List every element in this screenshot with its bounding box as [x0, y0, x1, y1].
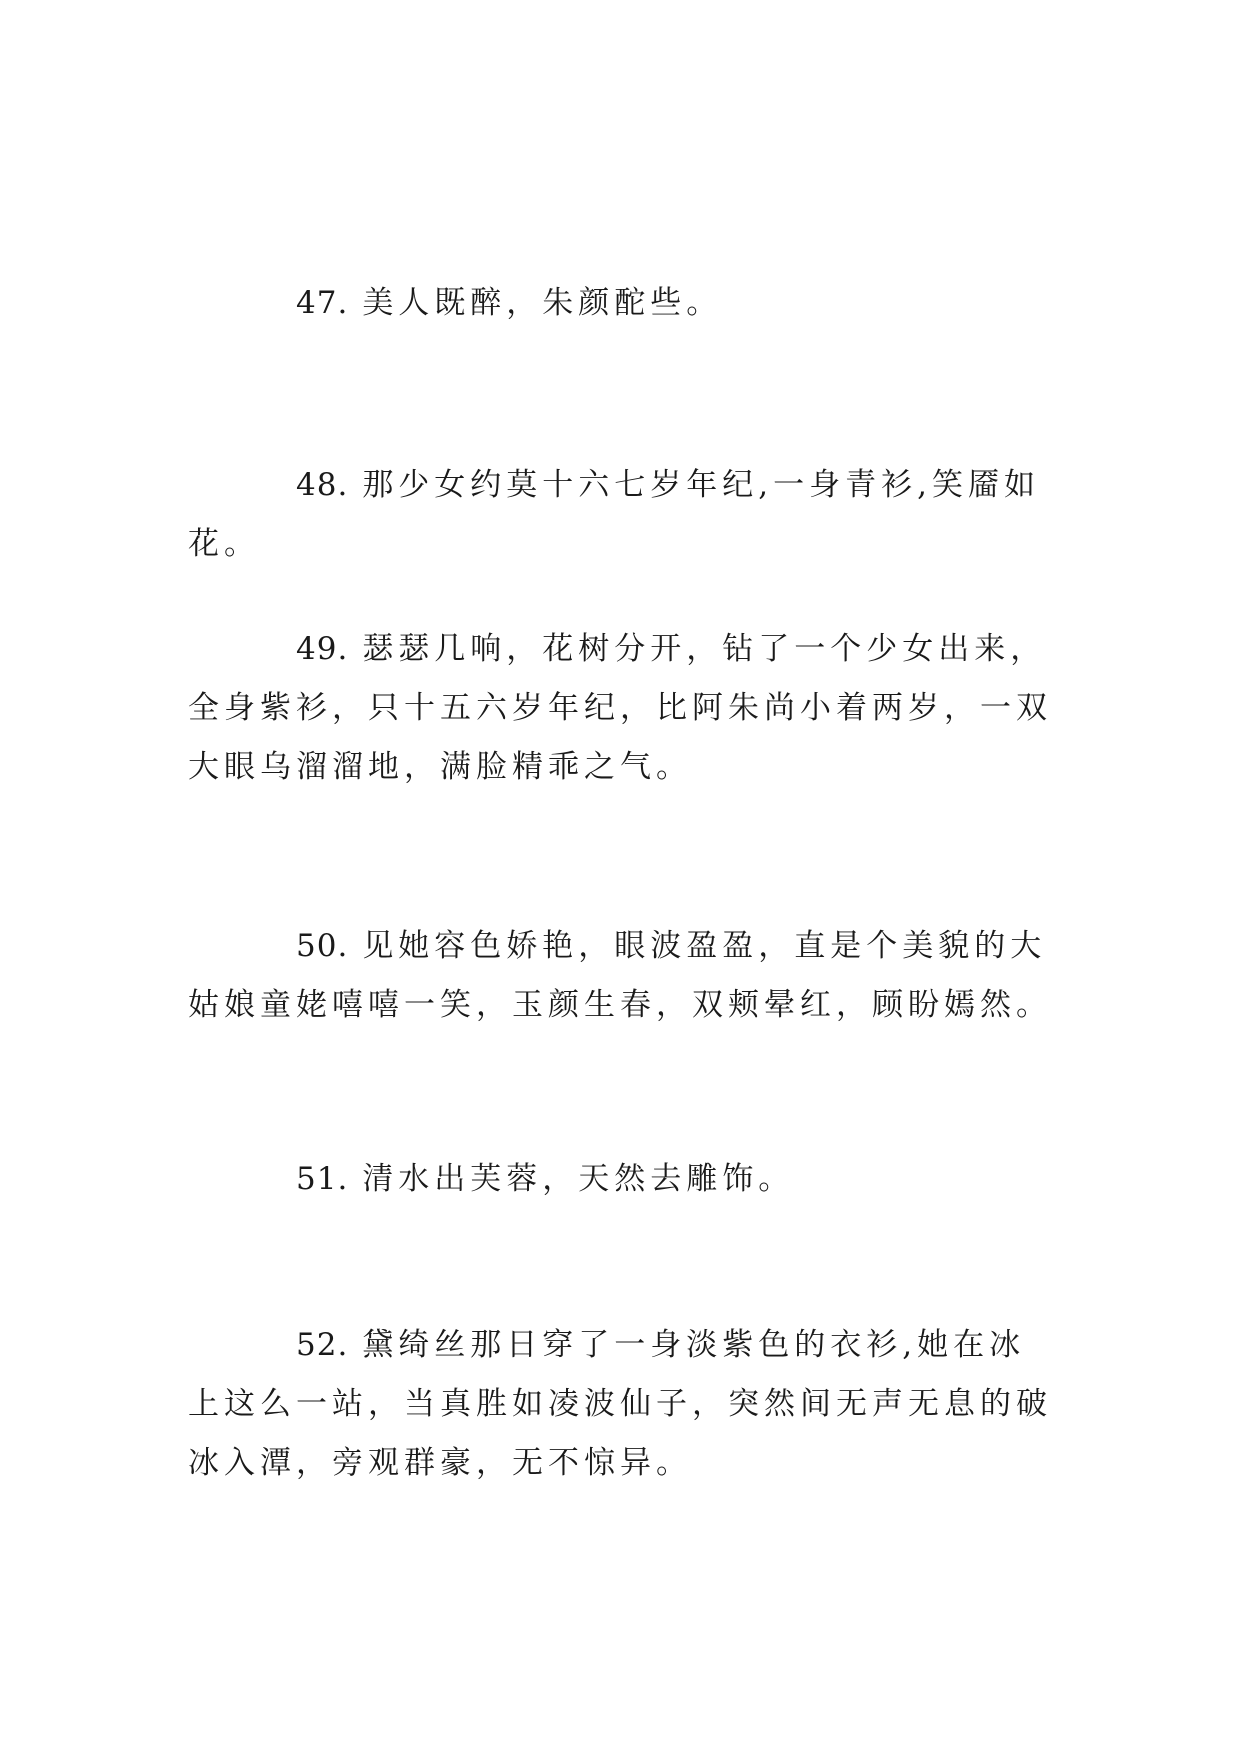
paragraph-text: 黛绮丝那日穿了一身淡紫色的衣衫,她在冰上这么一站，当真胜如凌波仙子，突然间无声无息的破冰入潭，旁观群豪，无不惊异。 — [188, 1327, 1052, 1481]
paragraph-49 — [188, 620, 1058, 797]
paragraph-number: 48. — [296, 467, 349, 503]
paragraph-number: 50. — [296, 928, 349, 964]
paragraph-text: 清水出芙蓉，天然去雕饰。 — [362, 1161, 795, 1197]
paragraph-50 — [188, 917, 1058, 1035]
paragraph-number: 51. — [296, 1161, 349, 1197]
paragraph-text: 那少女约莫十六七岁年纪,一身青衫,笑靥如花。 — [188, 467, 1041, 562]
paragraph-48 — [188, 456, 1058, 574]
paragraph-number: 47. — [296, 285, 349, 321]
paragraph-number: 52. — [296, 1327, 349, 1363]
paragraph-text: 见她容色娇艳，眼波盈盈，直是个美貌的大姑娘童姥嘻嘻一笑，玉颜生春，双颊晕红，顾盼嫣然。 — [188, 928, 1052, 1023]
paragraph-52 — [188, 1316, 1058, 1493]
paragraph-51 — [188, 1150, 1058, 1209]
paragraph-text: 美人既醉，朱颜酡些。 — [362, 285, 723, 321]
paragraph-number: 49. — [296, 631, 349, 667]
paragraph-47 — [188, 274, 1058, 333]
paragraph-text: 瑟瑟几响，花树分开，钻了一个少女出来，全身紫衫，只十五六岁年纪，比阿朱尚小着两岁，一双大眼乌溜溜地，满脸精乖之气。 — [188, 631, 1052, 785]
